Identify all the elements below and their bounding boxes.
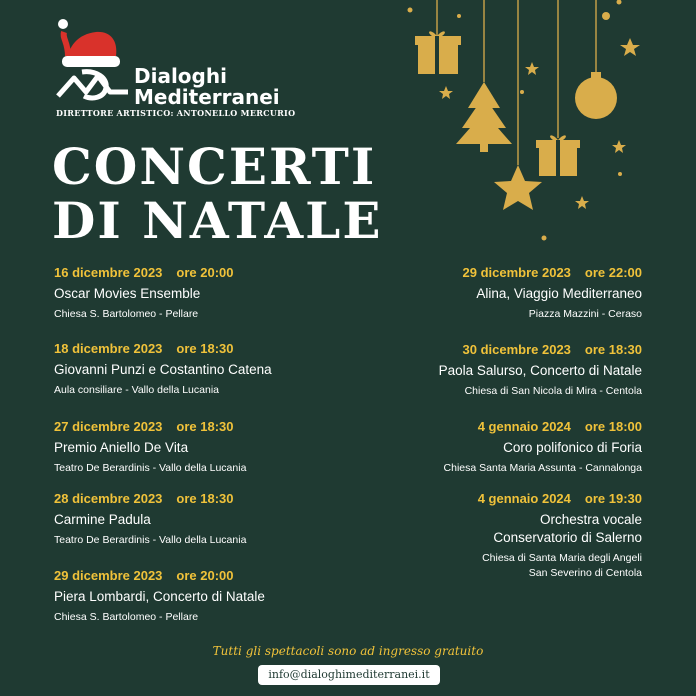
event-date: 29 dicembre 2023	[54, 568, 163, 583]
title-line1: CONCERTI	[52, 137, 377, 196]
event-left-4	[54, 490, 246, 548]
event-right-3	[444, 418, 642, 476]
event-venue: Chiesa di Santa Maria degli Angeli	[482, 552, 642, 564]
event-right-2	[439, 341, 642, 399]
event-date: 18 dicembre 2023	[54, 341, 163, 356]
event-time: ore 18:30	[176, 491, 234, 506]
event-title: Piera Lombardi, Concerto di Natale	[54, 589, 265, 604]
page-title	[52, 137, 383, 250]
hanging-ornaments	[406, 0, 696, 250]
event-title-line2: Conservatorio di Salerno	[493, 530, 642, 545]
logo-subtitle: DIRETTORE ARTISTICO: ANTONELLO MERCURIO	[56, 108, 296, 118]
event-time: ore 18:30	[176, 419, 234, 434]
event-date: 16 dicembre 2023	[54, 265, 163, 280]
event-venue-line2: San Severino di Centola	[528, 567, 642, 579]
event-right-4	[478, 490, 642, 581]
event-venue: Teatro De Berardinis - Vallo della Lucania	[54, 462, 247, 474]
event-date: 4 gennaio 2024	[477, 491, 571, 506]
star-ornament-icon	[494, 165, 542, 210]
event-title: Alina, Viaggio Mediterraneo	[476, 286, 642, 301]
logo-line1: Dialoghi	[134, 64, 227, 88]
event-left-5	[54, 567, 265, 625]
event-venue: Chiesa S. Bartolomeo - Pellare	[54, 308, 199, 320]
event-venue: Aula consiliare - Vallo della Lucania	[54, 384, 219, 396]
event-left-1	[54, 264, 234, 322]
event-time: ore 20:00	[176, 265, 234, 280]
event-title: Coro polifonico di Foria	[503, 440, 642, 455]
event-time: ore 18:00	[584, 419, 642, 434]
event-time: ore 19:30	[584, 491, 642, 506]
event-date: 28 dicembre 2023	[54, 491, 163, 506]
event-title: Carmine Padula	[54, 512, 151, 527]
event-title: Orchestra vocale	[539, 512, 642, 527]
event-title: Giovanni Punzi e Costantino Catena	[54, 362, 272, 377]
event-venue: Piazza Mazzini - Ceraso	[528, 308, 642, 320]
event-time: ore 20:00	[176, 568, 234, 583]
santa-hat-icon	[58, 19, 120, 67]
event-time: ore 18:30	[584, 342, 642, 357]
event-time: ore 18:30	[176, 341, 234, 356]
event-title: Paola Salurso, Concerto di Natale	[438, 363, 642, 378]
event-time: ore 22:00	[584, 265, 642, 280]
bauble-ornament-icon	[575, 72, 617, 119]
event-title: Premio Aniello De Vita	[54, 440, 189, 455]
event-venue: Chiesa di San Nicola di Mira - Centola	[464, 385, 642, 397]
event-right-1	[463, 264, 643, 322]
event-title: Oscar Movies Ensemble	[54, 286, 201, 301]
title-line2: DI NATALE	[52, 191, 383, 250]
event-venue: Chiesa Santa Maria Assunta - Cannalonga	[443, 462, 642, 474]
logo-title	[134, 66, 280, 108]
free-entry-note: Tutti gli spettacoli sono ad ingresso gratuito	[212, 644, 484, 658]
event-left-2	[54, 340, 272, 398]
event-date: 27 dicembre 2023	[54, 419, 163, 434]
contact-email[interactable]: info@dialoghimediterranei.it	[258, 665, 440, 685]
event-venue: Chiesa S. Bartolomeo - Pellare	[54, 611, 199, 623]
event-date: 29 dicembre 2023	[462, 265, 571, 280]
logo	[52, 16, 312, 126]
tree-ornament-icon	[456, 82, 512, 152]
event-left-3	[54, 418, 246, 476]
event-date: 4 gennaio 2024	[477, 419, 571, 434]
event-venue: Teatro De Berardinis - Vallo della Lucania	[54, 534, 247, 546]
logo-mark-icon	[52, 16, 132, 106]
event-date: 30 dicembre 2023	[462, 342, 571, 357]
logo-line2: Mediterranei	[134, 85, 280, 109]
